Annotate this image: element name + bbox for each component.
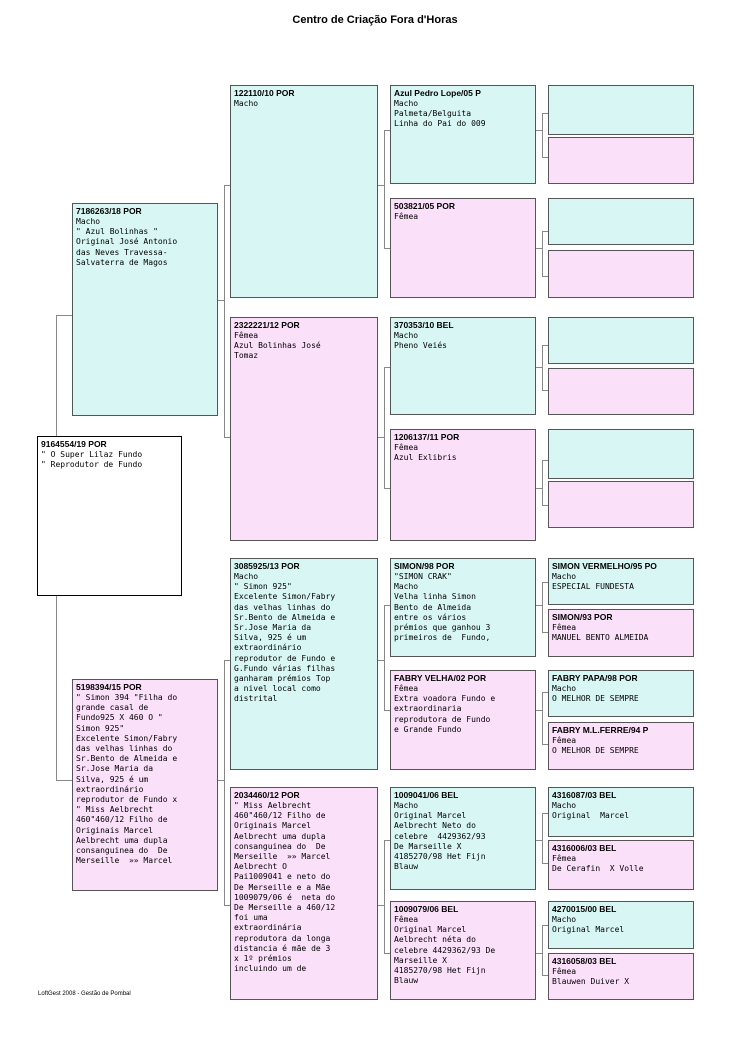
ring-number: 1009079/06 BEL <box>394 904 459 914</box>
details: Fêmea Original Marcel Aelbrecht néta do celebre 4429362/93 De Marseille X 4185270/98 Het Fijn Blauw <box>394 915 496 986</box>
details: Fêmea De Cerafin X Volle <box>552 854 644 874</box>
details: Fêmea Azul Bolinhas José Tomaz <box>234 331 321 361</box>
ring-number: 4316087/03 BEL <box>552 790 617 800</box>
sire-card[interactable] <box>72 203 218 416</box>
dddd-card[interactable] <box>548 953 694 1000</box>
dssd-card[interactable] <box>548 609 694 657</box>
details: Fêmea Extra voadora Fundo e extraordinaria reprodutora de Fundo e Grande Fundo <box>394 684 496 734</box>
sire-dam-card[interactable] <box>230 317 378 541</box>
ring-number: 3085925/13 POR <box>234 561 300 571</box>
ring-number: 4316058/03 BEL <box>552 956 617 966</box>
ring-number: 2322221/12 POR <box>234 320 300 330</box>
ddsd-card[interactable] <box>548 840 694 890</box>
details: " O Super Lilaz Fundo " Reprodutor de Fundo <box>41 450 143 470</box>
ring-number: SIMON VERMELHO/95 PO <box>552 561 657 571</box>
details: Fêmea Blauwen Duiver X <box>552 967 630 987</box>
details: Macho Pheno Veiés <box>394 331 447 351</box>
ring-number: 2034460/12 POR <box>234 790 300 800</box>
ssd-card[interactable] <box>390 198 536 298</box>
details: Macho Original Marcel Aelbrecht Neto do celebre 4429362/93 De Marseille X 4185270/98 Het Fijn Blauw <box>394 801 486 872</box>
page-title: Centro de Criação Fora d'Horas <box>292 14 458 26</box>
ring-number: FABRY PAPA/98 POR <box>552 673 638 683</box>
sdd-card[interactable] <box>390 429 536 541</box>
dam-card[interactable] <box>72 679 218 891</box>
dsds-card[interactable] <box>548 670 694 717</box>
gen4-card-8[interactable] <box>548 481 694 528</box>
details: "SIMON CRAK" Macho Velha linha Simon Bento de Almeida entre os vários prémios que ganhou 3 primeiros de Fundo, <box>394 572 491 643</box>
details: Fêmea Azul Exlibris <box>394 443 457 463</box>
ring-number: 7186263/18 POR <box>76 206 142 216</box>
details: Macho O MELHOR DE SEMPRE <box>552 684 639 704</box>
gen4-card-2[interactable] <box>548 137 694 184</box>
details: Fêmea O MELHOR DE SEMPRE <box>552 736 639 756</box>
gen4-card-6[interactable] <box>548 368 694 415</box>
ring-number: 5198394/15 POR <box>76 682 142 692</box>
details: Macho Original Marcel <box>552 801 630 821</box>
ddd-card[interactable] <box>390 901 536 1000</box>
sds-card[interactable] <box>390 317 536 415</box>
gen4-card-3[interactable] <box>548 198 694 245</box>
dds-card[interactable] <box>390 787 536 890</box>
ring-number: 4270015/00 BEL <box>552 904 617 914</box>
ring-number: SIMON/98 POR <box>394 561 455 571</box>
details: " Simon 394 "Filha do grande casal de Fundo925 X 460 O " Simon 925" Excelente Simon/Fabry das velhas linhas do Sr.Bento de Almeida e Sr.Jose Maria da Silva, 925 é um extraordinário reprodutor de Fundo x " Miss Aelbrecht 460"460/12 Filho de Originais Marcel Aelbrecht uma dupla consanguinea do De Merseille »» Marcel <box>76 693 178 866</box>
ring-number: SIMON/93 POR <box>552 612 613 622</box>
ddss-card[interactable] <box>548 787 694 837</box>
ring-number: 1009041/06 BEL <box>394 790 459 800</box>
sire-sire-card[interactable] <box>230 85 378 298</box>
details: Macho Original Marcel <box>552 915 625 935</box>
ring-number: 4316006/03 BEL <box>552 843 617 853</box>
ring-number: 9164554/19 POR <box>41 439 107 449</box>
gen4-card-5[interactable] <box>548 317 694 364</box>
details: " Miss Aelbrecht 460"460/12 Filho de Originais Marcel Aelbrecht uma dupla consanguinea do De Merseille »» Marcel Aelbrecht O Pai1009041 e neto do De Merseille e a Mãe 1009079/06 é neta do De Merseille a 460/12 foi uma extraordinária reprodutora da longa distancia é mãe de 3 x 1º prémios incluindo um de <box>234 801 336 974</box>
ring-number: FABRY M.L.FERRE/94 P <box>552 725 649 735</box>
ring-number: FABRY VELHA/02 POR <box>394 673 487 683</box>
details: Fêmea MANUEL BENTO ALMEIDA <box>552 623 649 643</box>
sss-card[interactable] <box>390 85 536 184</box>
ring-number: 503821/05 POR <box>394 201 455 211</box>
footer-text: LoftGest 2008 - Gestão de Pombal <box>38 991 131 997</box>
dam-dam-card[interactable] <box>230 787 378 1000</box>
ring-number: 1206137/11 POR <box>394 432 460 442</box>
ring-number: 370353/10 BEL <box>394 320 454 330</box>
dss-card[interactable] <box>390 558 536 657</box>
subject-card[interactable] <box>37 436 182 596</box>
details: Macho <box>234 99 259 108</box>
ring-number: 122110/10 POR <box>234 88 295 98</box>
ring-number: Azul Pedro Lope/05 P <box>394 88 481 98</box>
dsss-card[interactable] <box>548 558 694 605</box>
details: Macho " Simon 925" Excelente Simon/Fabry das velhas linhas do Sr.Bento de Almeida e Sr.Jose Maria da Silva, 925 é um extraordinário reprodutor de Fundo e G.Fundo várias filhas ganharam prémios Top a nivel local como distrital <box>234 572 336 704</box>
gen4-card-1[interactable] <box>548 85 694 135</box>
dam-sire-card[interactable] <box>230 558 378 770</box>
details: Macho " Azul Bolinhas " Original José Antonio das Neves Travessa- Salvaterra de Magos <box>76 217 178 267</box>
details: Macho ESPECIAL FUNDESTA <box>552 572 634 592</box>
dsd-card[interactable] <box>390 670 536 770</box>
details: Macho Palmeta/Belguita Linha do Pai do 009 <box>394 99 486 129</box>
dsdd-card[interactable] <box>548 722 694 770</box>
gen4-card-7[interactable] <box>548 429 694 479</box>
details: Fêmea <box>394 212 419 221</box>
ddds-card[interactable] <box>548 901 694 949</box>
gen4-card-4[interactable] <box>548 250 694 298</box>
